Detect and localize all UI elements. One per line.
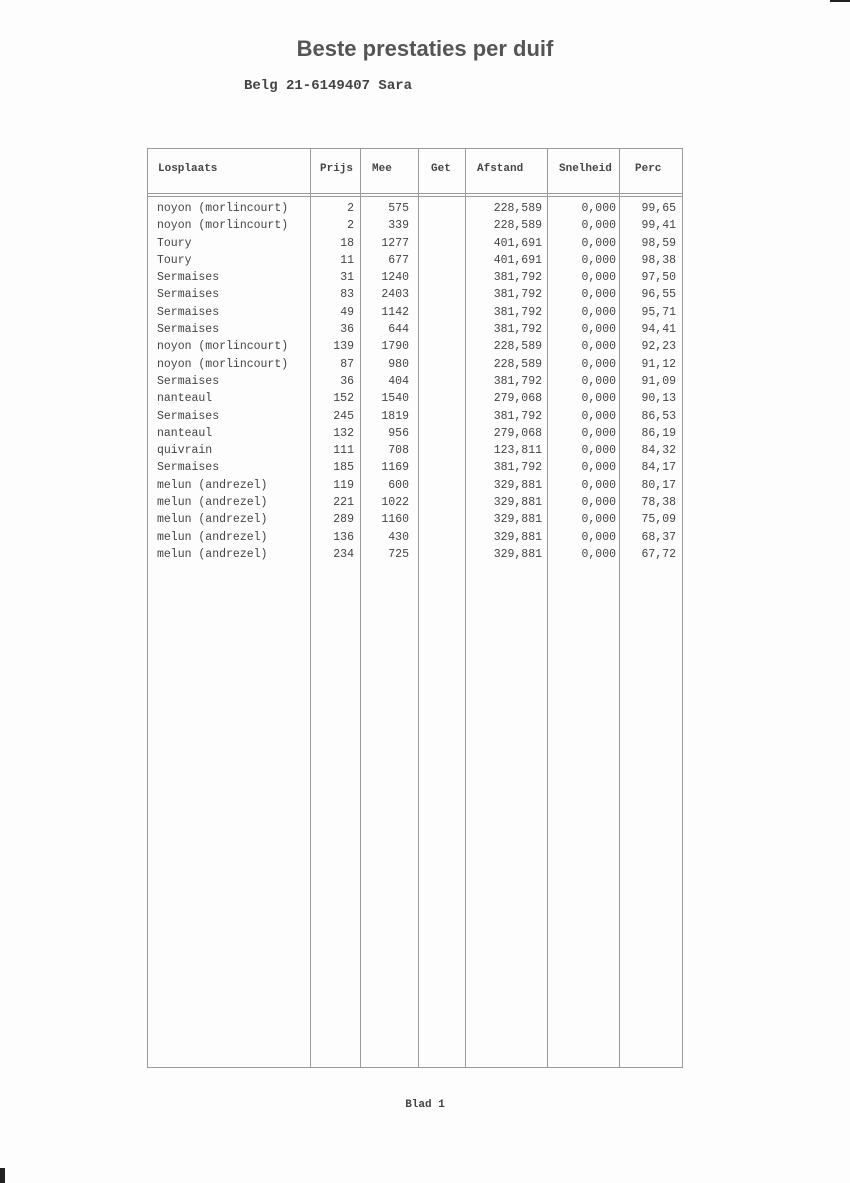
scan-edge-mark <box>830 0 850 2</box>
cell-snelheid: 0,000 <box>581 547 616 561</box>
table-row <box>147 546 683 563</box>
cell-prijs: 18 <box>340 236 354 250</box>
cell-prijs: 119 <box>333 478 354 492</box>
cell-perc: 92,23 <box>641 340 676 354</box>
cell-perc: 91,09 <box>641 374 676 388</box>
header-perc: Perc <box>635 163 662 175</box>
cell-snelheid: 0,000 <box>581 426 616 440</box>
cell-prijs: 139 <box>333 340 354 354</box>
cell-mee: 1540 <box>381 392 409 406</box>
cell-prijs: 111 <box>333 444 354 458</box>
cell-mee: 1142 <box>381 305 409 319</box>
cell-perc: 68,37 <box>641 530 676 544</box>
cell-mee: 1819 <box>381 409 409 423</box>
table-row <box>147 235 683 252</box>
cell-snelheid: 0,000 <box>581 357 616 371</box>
table-top-rule <box>147 148 683 149</box>
header-bottom-rule <box>147 193 683 194</box>
cell-mee: 1169 <box>381 461 409 475</box>
cell-losplaats: nanteaul <box>157 426 213 440</box>
cell-afstand: 329,881 <box>493 547 542 561</box>
cell-perc: 86,53 <box>641 409 676 423</box>
cell-mee: 956 <box>388 426 409 440</box>
cell-snelheid: 0,000 <box>581 271 616 285</box>
cell-prijs: 152 <box>333 392 354 406</box>
cell-losplaats: Sermaises <box>157 461 220 475</box>
cell-losplaats: melun (andrezel) <box>157 496 268 510</box>
cell-perc: 91,12 <box>641 357 676 371</box>
cell-losplaats: noyon (morlincourt) <box>157 202 289 215</box>
cell-perc: 75,09 <box>641 513 676 527</box>
cell-prijs: 2 <box>347 219 354 233</box>
table-row <box>147 390 683 407</box>
cell-afstand: 381,792 <box>493 271 542 285</box>
cell-perc: 86,19 <box>641 426 676 440</box>
table-row <box>147 425 683 442</box>
cell-snelheid: 0,000 <box>581 202 616 215</box>
cell-afstand: 401,691 <box>493 253 542 267</box>
cell-afstand: 228,589 <box>493 340 542 354</box>
cell-losplaats: melun (andrezel) <box>157 547 268 561</box>
cell-mee: 1160 <box>381 513 409 527</box>
cell-losplaats: noyon (morlincourt) <box>157 219 289 233</box>
cell-perc: 80,17 <box>641 478 676 492</box>
cell-snelheid: 0,000 <box>581 478 616 492</box>
cell-losplaats: Sermaises <box>157 323 220 337</box>
cell-losplaats: melun (andrezel) <box>157 513 268 527</box>
cell-snelheid: 0,000 <box>581 392 616 406</box>
cell-afstand: 401,691 <box>493 236 542 250</box>
scan-edge-mark <box>0 1168 5 1183</box>
cell-afstand: 228,589 <box>493 219 542 233</box>
cell-losplaats: Sermaises <box>157 305 220 319</box>
cell-mee: 980 <box>388 357 409 371</box>
cell-prijs: 36 <box>340 323 354 337</box>
cell-snelheid: 0,000 <box>581 305 616 319</box>
table-row <box>147 494 683 511</box>
cell-afstand: 123,811 <box>493 444 542 458</box>
table-bottom-rule <box>147 1067 683 1068</box>
cell-losplaats: Sermaises <box>157 288 220 302</box>
cell-mee: 1790 <box>381 340 409 354</box>
cell-snelheid: 0,000 <box>581 253 616 267</box>
cell-mee: 708 <box>388 444 409 458</box>
cell-perc: 96,55 <box>641 288 676 302</box>
cell-prijs: 49 <box>340 305 354 319</box>
cell-snelheid: 0,000 <box>581 340 616 354</box>
header-bottom-rule-2 <box>147 196 683 197</box>
cell-mee: 430 <box>388 530 409 544</box>
cell-perc: 95,71 <box>641 305 676 319</box>
cell-perc: 99,65 <box>641 202 676 215</box>
cell-perc: 90,13 <box>641 392 676 406</box>
cell-perc: 67,72 <box>641 547 676 561</box>
cell-losplaats: nanteaul <box>157 392 213 406</box>
cell-snelheid: 0,000 <box>581 409 616 423</box>
table-row <box>147 304 683 321</box>
cell-snelheid: 0,000 <box>581 323 616 337</box>
cell-losplaats: Toury <box>157 253 192 267</box>
cell-afstand: 329,881 <box>493 530 542 544</box>
cell-losplaats: noyon (morlincourt) <box>157 357 289 371</box>
cell-mee: 600 <box>388 478 409 492</box>
cell-snelheid: 0,000 <box>581 374 616 388</box>
cell-afstand: 279,068 <box>493 426 542 440</box>
cell-afstand: 329,881 <box>493 478 542 492</box>
cell-mee: 725 <box>388 547 409 561</box>
table-row <box>147 356 683 373</box>
cell-losplaats: noyon (morlincourt) <box>157 340 289 354</box>
cell-mee: 644 <box>388 323 409 337</box>
cell-prijs: 132 <box>333 426 354 440</box>
cell-prijs: 11 <box>340 253 354 267</box>
cell-perc: 78,38 <box>641 496 676 510</box>
cell-prijs: 289 <box>333 513 354 527</box>
cell-losplaats: melun (andrezel) <box>157 530 268 544</box>
cell-mee: 1240 <box>381 271 409 285</box>
cell-perc: 99,41 <box>641 219 676 233</box>
cell-prijs: 245 <box>333 409 354 423</box>
cell-snelheid: 0,000 <box>581 530 616 544</box>
table-row <box>147 529 683 546</box>
cell-losplaats: melun (andrezel) <box>157 478 268 492</box>
table-row <box>147 217 683 234</box>
table-row <box>147 200 683 217</box>
table-body <box>147 200 683 563</box>
cell-snelheid: 0,000 <box>581 219 616 233</box>
header-get: Get <box>431 163 451 175</box>
cell-prijs: 2 <box>347 202 354 215</box>
cell-losplaats: Sermaises <box>157 271 220 285</box>
cell-afstand: 329,881 <box>493 513 542 527</box>
table-row <box>147 338 683 355</box>
cell-snelheid: 0,000 <box>581 461 616 475</box>
cell-afstand: 381,792 <box>493 374 542 388</box>
cell-mee: 2403 <box>381 288 409 302</box>
table-row <box>147 442 683 459</box>
cell-mee: 1277 <box>381 236 409 250</box>
cell-losplaats: Sermaises <box>157 409 220 423</box>
cell-afstand: 279,068 <box>493 392 542 406</box>
results-table <box>147 148 683 1068</box>
table-row <box>147 459 683 476</box>
cell-snelheid: 0,000 <box>581 236 616 250</box>
cell-perc: 84,32 <box>641 444 676 458</box>
cell-prijs: 136 <box>333 530 354 544</box>
page-number: Blad 1 <box>405 1099 445 1111</box>
table-row <box>147 373 683 390</box>
header-mee: Mee <box>372 163 392 175</box>
header-snelheid: Snelheid <box>559 163 612 175</box>
pigeon-id: Belg 21-6149407 Sara <box>244 78 413 94</box>
table-row <box>147 321 683 338</box>
table-row <box>147 408 683 425</box>
table-row <box>147 269 683 286</box>
cell-prijs: 36 <box>340 374 354 388</box>
cell-perc: 84,17 <box>641 461 676 475</box>
table-row <box>147 286 683 303</box>
cell-perc: 98,59 <box>641 236 676 250</box>
cell-mee: 404 <box>388 374 409 388</box>
table-row <box>147 252 683 269</box>
cell-mee: 1022 <box>381 496 409 510</box>
cell-losplaats: quivrain <box>157 444 213 458</box>
cell-losplaats: Sermaises <box>157 374 220 388</box>
header-prijs: Prijs <box>320 163 354 175</box>
cell-afstand: 381,792 <box>493 305 542 319</box>
cell-prijs: 83 <box>340 288 354 302</box>
cell-perc: 98,38 <box>641 253 676 267</box>
cell-prijs: 185 <box>333 461 354 475</box>
cell-mee: 339 <box>388 219 409 233</box>
table-row <box>147 477 683 494</box>
table-row <box>147 511 683 528</box>
cell-prijs: 87 <box>340 357 354 371</box>
header-afstand: Afstand <box>477 163 524 175</box>
header-losplaats: Losplaats <box>158 163 218 175</box>
cell-perc: 94,41 <box>641 323 676 337</box>
cell-afstand: 329,881 <box>493 496 542 510</box>
cell-afstand: 228,589 <box>493 202 542 215</box>
cell-losplaats: Toury <box>157 236 192 250</box>
cell-prijs: 31 <box>340 271 354 285</box>
cell-prijs: 234 <box>333 547 354 561</box>
cell-snelheid: 0,000 <box>581 288 616 302</box>
cell-afstand: 381,792 <box>493 461 542 475</box>
cell-afstand: 381,792 <box>493 409 542 423</box>
cell-afstand: 228,589 <box>493 357 542 371</box>
cell-prijs: 221 <box>333 496 354 510</box>
cell-snelheid: 0,000 <box>581 513 616 527</box>
cell-mee: 677 <box>388 253 409 267</box>
cell-snelheid: 0,000 <box>581 496 616 510</box>
cell-afstand: 381,792 <box>493 323 542 337</box>
cell-mee: 575 <box>388 202 409 215</box>
page-title: Beste prestaties per duif <box>296 36 554 61</box>
cell-snelheid: 0,000 <box>581 444 616 458</box>
cell-afstand: 381,792 <box>493 288 542 302</box>
cell-perc: 97,50 <box>641 271 676 285</box>
